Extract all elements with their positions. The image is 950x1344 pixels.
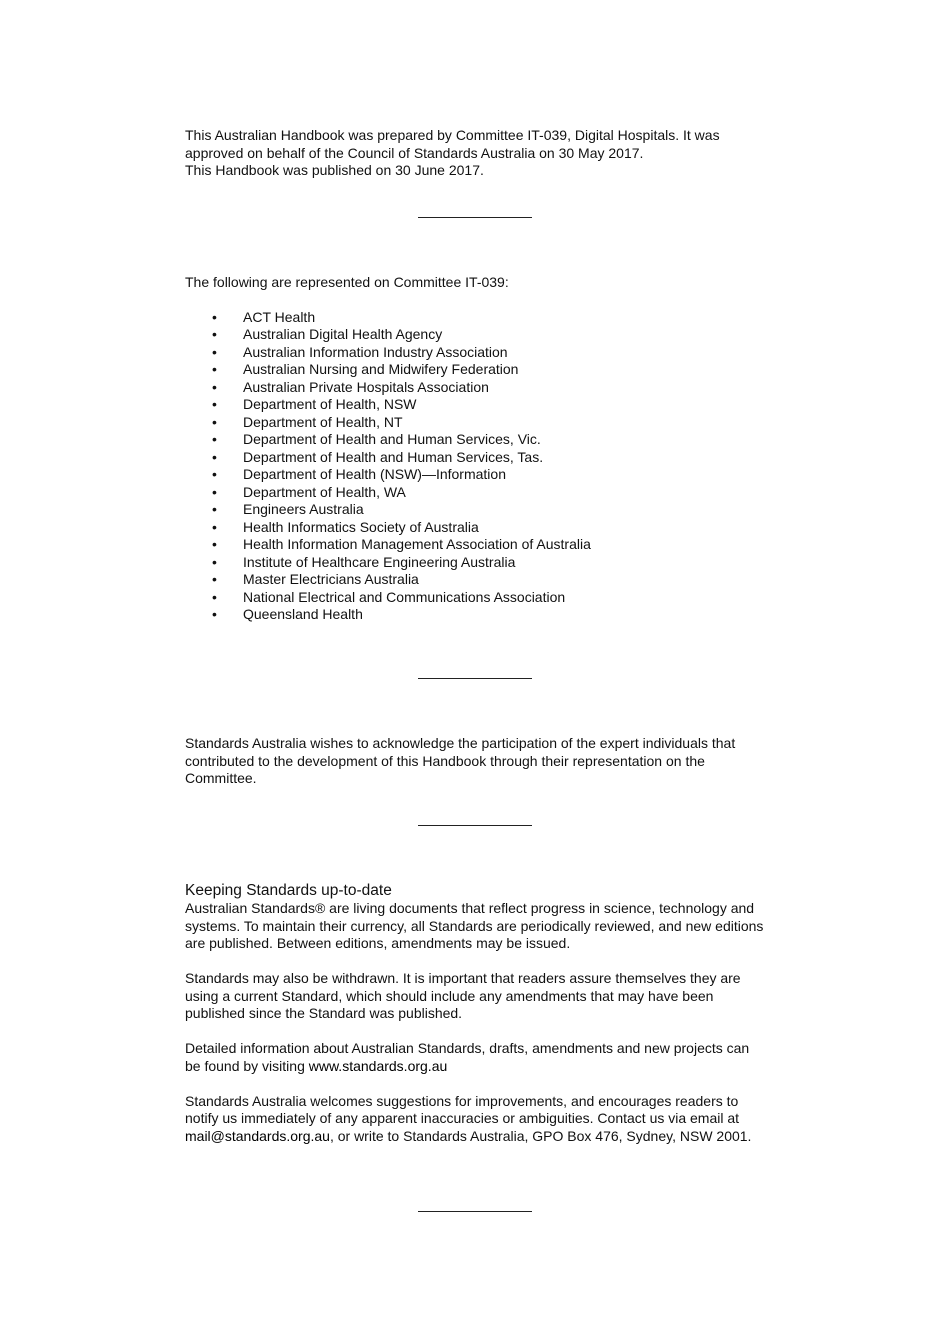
- paragraph-line: [185, 1058, 785, 1076]
- committee-member-name: Health Informatics Society of Australia: [243, 518, 479, 535]
- committee-member-item: [185, 449, 775, 467]
- committee-member-name: Department of Health and Human Services, Tas.: [243, 448, 544, 465]
- bullet-icon: •: [212, 466, 217, 482]
- paragraph-text: be found by visiting: [185, 1057, 309, 1074]
- bullet-icon: •: [212, 308, 217, 325]
- committee-intro: The following are represented on Committee IT-039:: [185, 274, 509, 290]
- keeping-standards-section: [185, 881, 785, 1163]
- committee-member-item: [185, 309, 775, 327]
- acknowledgement-line-1: Standards Australia wishes to acknowledge the participation of the expert individuals that: [185, 735, 736, 751]
- committee-member-name: Australian Digital Health Agency: [243, 326, 443, 342]
- committee-section: [185, 274, 775, 624]
- bullet-icon: •: [212, 588, 217, 605]
- email-link[interactable]: mail@standards.org.au: [185, 1127, 330, 1144]
- committee-member-name: Australian Information Industry Association: [243, 343, 508, 360]
- bullet-icon: •: [212, 343, 217, 360]
- bullet-icon: •: [212, 536, 217, 552]
- paragraph-text: , or write to Standards Australia, GPO Box 476, Sydney, NSW 2001.: [329, 1127, 752, 1144]
- committee-member-item: [185, 431, 775, 449]
- bullet-icon: •: [212, 378, 217, 395]
- paragraph-line: Standards may also be withdrawn. It is important that readers assure themselves they are: [185, 970, 741, 986]
- separator-rule: [418, 825, 532, 826]
- approval-line-1: This Australian Handbook was prepared by Committee IT-039, Digital Hospitals. It was: [185, 127, 720, 143]
- committee-member-item: [185, 501, 775, 519]
- paragraph-line: Standards Australia welcomes suggestions for improvements, and encourages readers to: [185, 1092, 739, 1109]
- acknowledgement: [185, 735, 775, 788]
- paragraph-line: are published. Between editions, amendments may be issued.: [185, 935, 571, 951]
- bullet-icon: •: [212, 431, 217, 447]
- bullet-icon: •: [212, 501, 217, 517]
- acknowledgement-line-2: contributed to the development of this Handbook through their representation on the: [185, 752, 705, 769]
- approval-line-2: approved on behalf of the Council of Standards Australia on 30 May 2017.: [185, 144, 644, 161]
- approval-line-3: This Handbook was published on 30 June 2017.: [185, 162, 484, 178]
- paragraph-line: notify us immediately of any apparent inaccuracies or ambiguities. Contact us via email at: [185, 1110, 740, 1126]
- bullet-icon: •: [212, 553, 217, 570]
- bullet-icon: •: [212, 326, 217, 342]
- committee-member-item: [185, 571, 775, 589]
- committee-member-name: Master Electricians Australia: [243, 571, 419, 587]
- committee-member-name: Health Information Management Association of Australia: [243, 536, 591, 552]
- committee-member-item: [185, 396, 775, 414]
- paragraph-withdrawn: [185, 970, 785, 1023]
- paragraph-contact: [185, 1093, 785, 1146]
- committee-member-item: [185, 466, 775, 484]
- committee-member-item: [185, 361, 775, 379]
- committee-member-name: Department of Health and Human Services, Vic.: [243, 431, 541, 447]
- committee-member-item: [185, 484, 775, 502]
- paragraph-line: Australian Standards® are living documents that reflect progress in science, technology and: [185, 900, 755, 916]
- paragraph-detailed-info: [185, 1040, 785, 1075]
- paragraph-line: [185, 1128, 785, 1146]
- bullet-icon: •: [212, 361, 217, 377]
- bullet-icon: •: [212, 413, 217, 430]
- committee-member-name: National Electrical and Communications Association: [243, 588, 566, 605]
- bullet-icon: •: [212, 606, 217, 622]
- committee-member-item: [185, 554, 775, 572]
- paragraph-living-documents: [185, 900, 785, 953]
- bullet-icon: •: [212, 448, 217, 465]
- committee-member-item: [185, 326, 775, 344]
- committee-member-name: ACT Health: [243, 308, 316, 325]
- bullet-icon: •: [212, 571, 217, 587]
- paragraph-line: systems. To maintain their currency, all Standards are periodically reviewed, and new editions: [185, 917, 764, 934]
- committee-member-item: [185, 519, 775, 537]
- committee-member-item: [185, 379, 775, 397]
- paragraph-line: Detailed information about Australian Standards, drafts, amendments and new projects can: [185, 1040, 750, 1056]
- section-heading: Keeping Standards up-to-date: [185, 882, 392, 899]
- committee-member-item: [185, 414, 775, 432]
- committee-member-name: Department of Health, WA: [243, 483, 406, 500]
- committee-member-list: [185, 309, 775, 624]
- committee-member-item: [185, 536, 775, 554]
- committee-member-name: Australian Private Hospitals Association: [243, 378, 489, 395]
- committee-member-name: Institute of Healthcare Engineering Australia: [243, 553, 516, 570]
- bullet-icon: •: [212, 518, 217, 535]
- paragraph-line: using a current Standard, which should include any amendments that may have been: [185, 987, 714, 1004]
- paragraph-line: published since the Standard was published.: [185, 1005, 463, 1021]
- website-link[interactable]: www.standards.org.au: [308, 1057, 448, 1074]
- committee-member-name: Department of Health, NSW: [243, 396, 417, 412]
- approval-statement: [185, 127, 775, 180]
- bullet-icon: •: [212, 483, 217, 500]
- committee-member-name: Queensland Health: [243, 606, 363, 622]
- committee-member-name: Department of Health, NT: [243, 413, 403, 430]
- committee-member-name: Australian Nursing and Midwifery Federation: [243, 361, 519, 377]
- separator-rule: [418, 1211, 532, 1212]
- bullet-icon: •: [212, 396, 217, 412]
- separator-rule: [418, 217, 532, 218]
- acknowledgement-line-3: Committee.: [185, 770, 257, 786]
- committee-member-item: [185, 606, 775, 624]
- committee-member-item: [185, 589, 775, 607]
- committee-member-name: Engineers Australia: [243, 501, 364, 517]
- committee-member-item: [185, 344, 775, 362]
- separator-rule: [418, 678, 532, 679]
- committee-member-name: Department of Health (NSW)—Information: [243, 466, 506, 482]
